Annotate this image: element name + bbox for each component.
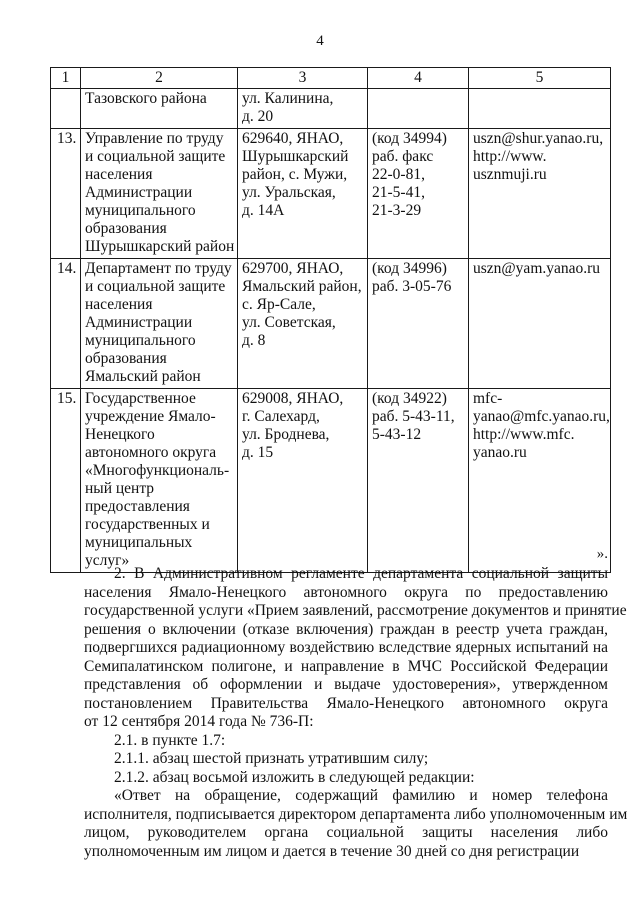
header-col-5: 5 <box>469 68 611 89</box>
name-line: Департамент по труду <box>85 260 232 277</box>
cell-name <box>81 259 238 389</box>
contact-line: yanao.ru <box>473 444 527 461</box>
table-row <box>51 389 611 573</box>
address-line: Шурышкарский <box>242 148 349 165</box>
cell-address <box>238 129 368 259</box>
phone-line: раб. 5-43-11, <box>372 408 455 425</box>
cell-address <box>238 259 368 389</box>
paragraph-line: «Ответ на обращение, содержащий фамилию и номер телефона <box>114 787 608 804</box>
row-number: 15. <box>51 389 81 573</box>
name-line: услуг» <box>85 552 130 569</box>
name-line: Управление по труду <box>85 130 224 147</box>
quote-end-mark: ». <box>596 546 608 562</box>
table-header-row <box>51 68 611 89</box>
row-number <box>51 89 81 129</box>
name-line: ный центр <box>85 480 155 497</box>
contact-line: uszn@yam.yanao.ru <box>473 260 601 277</box>
name-line: населения <box>85 166 153 183</box>
header-col-2: 2 <box>81 68 238 89</box>
cell-contact <box>469 89 611 129</box>
cell-contact <box>469 259 611 389</box>
name-line: и социальной защите <box>85 278 226 295</box>
name-line: Государственное <box>85 390 196 407</box>
paragraph-line: 2.1.1. абзац шестой признать утратившим силу; <box>114 750 429 767</box>
paragraph-line: 2.1. в пункте 1.7: <box>114 731 226 749</box>
address-line: с. Яр-Сале, <box>242 296 316 313</box>
contact-line: http://www.mfc. <box>473 426 575 443</box>
name-line: муниципальных <box>85 534 193 551</box>
header-col-4: 4 <box>368 68 469 89</box>
cell-contact <box>469 389 611 573</box>
paragraph-line: 2.1.2. абзац восьмой изложить в следующей редакции: <box>114 768 475 786</box>
address-line: ул. Калинина, <box>242 90 334 107</box>
row-number: 13. <box>51 129 81 259</box>
address-line: г. Салехард, <box>242 408 320 425</box>
address-line: 629008, ЯНАО, <box>242 390 344 407</box>
phone-line: (код 34994) <box>372 130 447 147</box>
address-line: ул. Уральская, <box>242 184 336 201</box>
address-line: 629700, ЯНАО, <box>242 260 344 277</box>
name-line: Администрации <box>85 314 193 331</box>
phone-line: 22-0-81, <box>372 166 425 183</box>
table-body <box>51 89 611 573</box>
cell-contact <box>469 129 611 259</box>
name-line: образования <box>85 350 167 367</box>
body-text <box>84 565 628 861</box>
name-line: населения <box>85 296 153 313</box>
address-line: ул. Броднева, <box>242 426 330 443</box>
name-line: учреждение Ямало- <box>85 408 216 425</box>
cell-phone <box>368 89 469 129</box>
phone-line: 21-5-41, <box>372 184 425 201</box>
contact-line: yanao@mfc.yanao.ru, <box>473 408 610 425</box>
name-line: Администрации <box>85 184 193 201</box>
paragraph-line: Семипалатинском полигоне, и направление в МЧС Российской Федерации <box>84 657 608 675</box>
name-line: Ямальский район <box>85 368 201 385</box>
table-row <box>51 89 611 129</box>
table-row <box>51 259 611 389</box>
cell-name <box>81 89 238 129</box>
cell-phone <box>368 259 469 389</box>
name-line: Тазовского района <box>85 90 207 107</box>
name-line: муниципального <box>85 202 196 219</box>
table-row <box>51 129 611 259</box>
address-line: д. 20 <box>242 108 274 125</box>
paragraph <box>84 769 608 788</box>
address-line: д. 8 <box>242 332 266 349</box>
phone-line: (код 34996) <box>372 260 447 277</box>
address-line: ул. Советская, <box>242 314 336 331</box>
paragraph-line: представления об оформлении и выдаче удостоверения», утвержденном <box>84 676 608 693</box>
name-line: предоставления <box>85 498 190 515</box>
address-line: д. 15 <box>242 444 274 461</box>
address-line: д. 14А <box>242 202 285 219</box>
cell-address <box>238 89 368 129</box>
name-line: «Многофункциональ- <box>85 462 230 479</box>
paragraph-line: населения Ямало-Ненецкого автономного округа по предоставлению <box>84 583 608 601</box>
paragraph-line: уполномоченным им лицом и дается в течение 30 дней со дня регистрации <box>84 842 580 860</box>
row-number: 14. <box>51 259 81 389</box>
paragraph-line: исполнителя, подписывается директором департамента либо уполномоченным им <box>84 805 628 823</box>
phone-line: 21-3-29 <box>372 202 422 219</box>
name-line: Шурышкарский район <box>85 238 235 255</box>
address-line: район, с. Мужи, <box>242 166 348 183</box>
cell-phone <box>368 129 469 259</box>
paragraph-line: подвергшихся радиационному воздействию вследствие ядерных испытаний на <box>84 639 608 656</box>
paragraph <box>84 565 627 732</box>
paragraph-line: постановлением Правительства Ямало-Ненецкого автономного округа <box>84 694 608 712</box>
paragraph-line: государственной услуги «Прием заявлений, рассмотрение документов и принятие <box>84 602 627 619</box>
name-line: и социальной защите <box>85 148 226 165</box>
name-line: автономного округа <box>85 444 217 461</box>
header-col-3: 3 <box>238 68 368 89</box>
paragraph <box>84 732 608 751</box>
phone-line: 5-43-12 <box>372 426 422 443</box>
name-line: муниципального <box>85 332 196 349</box>
paragraph-line: 2. В Административном регламенте департамента социальной защиты <box>114 565 608 582</box>
paragraph-line: решения о включении (отказе включения) граждан в реестр учета граждан, <box>84 620 608 638</box>
name-line: образования <box>85 220 167 237</box>
paragraph <box>84 787 628 861</box>
paragraph-line: от 12 сентября 2014 года № 736-П: <box>84 713 314 730</box>
cell-address <box>238 389 368 573</box>
page-number: 4 <box>316 33 324 49</box>
address-line: 629640, ЯНАО, <box>242 130 344 147</box>
name-line: государственных и <box>85 516 210 533</box>
phone-line: раб. 3-05-76 <box>372 278 452 295</box>
cell-name <box>81 389 238 573</box>
phone-line: раб. факс <box>372 148 434 165</box>
paragraph <box>84 750 608 769</box>
cell-name <box>81 129 238 259</box>
paragraph-line: лицом, руководителем органа социальной защиты населения либо <box>84 824 608 841</box>
cell-phone <box>368 389 469 573</box>
contact-line: http://www. <box>473 148 547 165</box>
contacts-table <box>50 67 611 573</box>
phone-line: (код 34922) <box>372 390 447 407</box>
header-col-1: 1 <box>51 68 81 89</box>
address-line: Ямальский район, <box>242 278 362 295</box>
contact-line: mfc- <box>473 390 503 407</box>
name-line: Ненецкого <box>85 426 155 443</box>
contact-line: uszn@shur.yanao.ru, <box>473 130 604 147</box>
contact-line: usznmuji.ru <box>473 166 547 183</box>
